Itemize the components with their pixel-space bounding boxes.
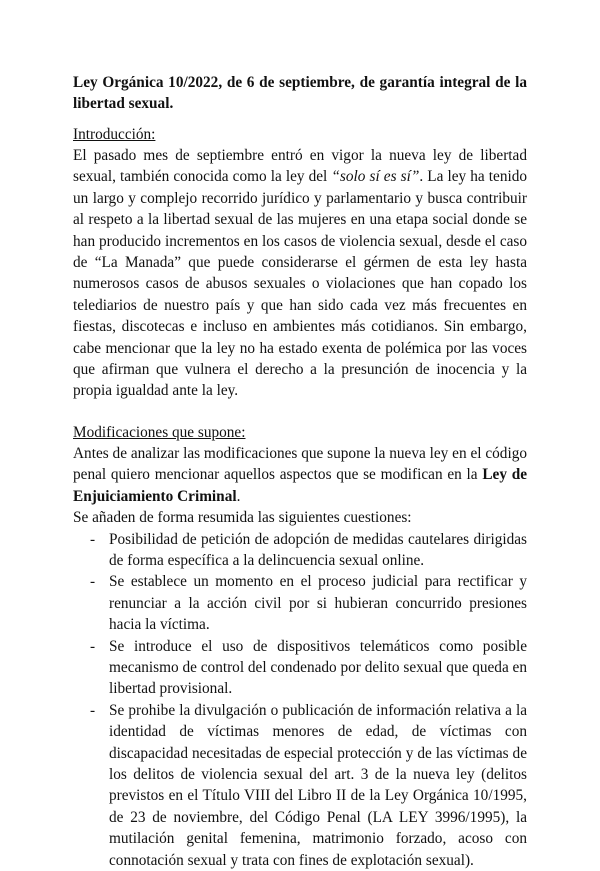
modifications-paragraph	[73, 443, 527, 507]
modifications-heading: Modificaciones que supone:	[73, 422, 527, 443]
bullet-dash: -	[90, 529, 95, 550]
modifications-list	[73, 529, 527, 871]
list-item	[73, 636, 527, 700]
document-content	[73, 72, 527, 871]
modifications-summary: Se añaden de forma resumida las siguientes cuestiones:	[73, 507, 527, 528]
intro-heading: Introducción:	[73, 124, 527, 145]
section-spacer	[73, 402, 527, 422]
bullet-dash: -	[90, 700, 95, 721]
bullet-dash: -	[90, 636, 95, 657]
list-item-text: Se prohibe la divulgación o publicación de información relativa a la identidad de víctimas menores de edad, de víctimas con discapacidad necesitadas de especial protección y de las víctimas de los delitos de violencia sexual del art. 3 de la nueva ley (delitos previstos en el Título VIII del Libro II de la Ley Orgánica 10/1995, de 23 de noviembre, del Código Penal (LA LEY 3996/1995), la mutilación genital femenina, matrimonio forzado, acoso con connotación sexual y trata con fines de explotación sexual).	[109, 702, 527, 869]
modifications-bold-law: Ley de Enjuiciamiento Criminal	[73, 466, 527, 504]
list-item	[73, 571, 527, 635]
list-item-text: Posibilidad de petición de adopción de medidas cautelares dirigidas de forma específica a la delincuencia sexual online.	[109, 531, 527, 569]
intro-quote: “solo sí es sí”	[331, 168, 419, 185]
bullet-dash: -	[90, 571, 95, 592]
list-item-text: Se introduce el uso de dispositivos telemáticos como posible mecanismo de control del condenado por delito sexual que queda en libertad provisional.	[109, 638, 527, 698]
intro-paragraph	[73, 145, 527, 402]
intro-text-end: . La ley ha tenido un largo y complejo recorrido jurídico y parlamentario y busca contribuir al respeto a la libertad sexual de las mujeres en una etapa social donde se han producido incrementos en los casos de violencia sexual, desde el caso de “La Manada” que puede considerarse el gérmen de esta ley hasta numerosos casos de abusos sexuales o violaciones que han copado los telediarios de nuestro país y que han sido cada vez más frecuentes en fiestas, discotecas e incluso en ambientes más cotidianos. Sin embargo, cabe mencionar que la ley no ha estado exenta de polémica por las voces que afirman que vulnera el derecho a la presunción de inocencia y la propia igualdad ante la ley.	[73, 168, 527, 399]
document-title: Ley Orgánica 10/2022, de 6 de septiembre, de garantía integral de la libertad sexual.	[73, 72, 527, 114]
intro-text-start: El pasado mes de septiembre entró en vigor la nueva ley de libertad sexual, también conocida como la ley del	[73, 147, 527, 185]
list-item	[73, 529, 527, 572]
modifications-text-end: .	[237, 488, 241, 505]
list-item-text: Se establece un momento en el proceso judicial para rectificar y renunciar a la acción civil por si hubieran concurrido presiones hacia la víctima.	[109, 573, 527, 633]
list-item	[73, 700, 527, 871]
modifications-text-start: Antes de analizar las modificaciones que supone la nueva ley en el código penal quiero mencionar aquellos aspectos que se modifican en la	[73, 445, 527, 483]
